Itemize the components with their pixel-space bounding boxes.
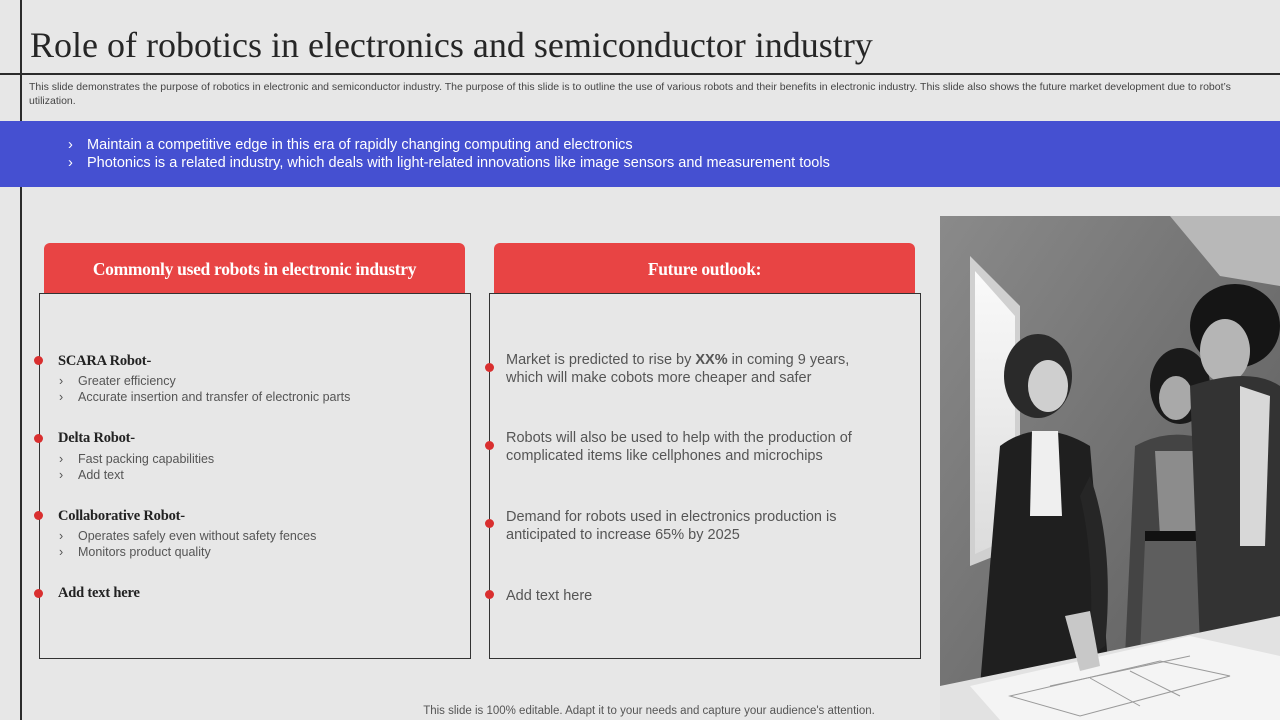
robot-item-point: › Add text	[59, 468, 124, 482]
robots-card-heading: Commonly used robots in electronic industry	[44, 243, 465, 293]
bullet-dot-icon	[485, 441, 494, 450]
robot-item-point: › Operates safely even without safety fences	[59, 529, 317, 543]
banner-bullet-text: Photonics is a related industry, which deals with light-related innovations like image sensors and measurement tools	[87, 155, 830, 171]
robot-item-point: › Monitors product quality	[59, 545, 211, 559]
slide-footer-note: This slide is 100% editable. Adapt it to your needs and capture your audience's attention.	[423, 705, 875, 717]
banner-bullet	[68, 136, 1280, 154]
slide-description: This slide demonstrates the purpose of robotics in electronic and semiconductor industry. The purpose of this slide is to outline the use of various robots and their benefits in electronic industry. This slide also shows the future market development due to robot’s utilization.	[29, 81, 1231, 107]
bullet-dot-icon	[34, 511, 43, 520]
robot-item-point: › Accurate insertion and transfer of electronic parts	[59, 390, 351, 404]
team-reviewing-blueprint-photo	[940, 216, 1280, 720]
outlook-item: Market is predicted to rise by XX% in coming 9 years, which will make cobots more cheaper and safer	[506, 352, 850, 386]
bullet-dot-icon	[34, 434, 43, 443]
banner-bullet	[68, 154, 1280, 172]
chevron-right-icon: ›	[68, 137, 73, 153]
robot-item-title: SCARA Robot-	[58, 353, 152, 369]
robot-item-point: › Greater efficiency	[59, 374, 176, 388]
left-vertical-rule	[20, 0, 22, 720]
bullet-dot-icon	[485, 519, 494, 528]
banner-bullet-text: Maintain a competitive edge in this era of rapidly changing computing and electronics	[87, 137, 633, 153]
robot-item-title: Add text here	[58, 585, 140, 601]
chevron-right-icon: ›	[68, 155, 73, 171]
title-underline-rule	[0, 73, 1280, 75]
robot-item-title: Delta Robot-	[58, 430, 135, 446]
outlook-item: Robots will also be used to help with the production of complicated items like cellphones and microchips	[506, 430, 852, 464]
outlook-item: Add text here	[506, 588, 593, 604]
slide-title: Role of robotics in electronics and semiconductor industry	[30, 25, 873, 65]
bullet-dot-icon	[34, 589, 43, 598]
chevron-right-icon: ›	[59, 374, 64, 388]
chevron-right-icon: ›	[59, 529, 64, 543]
chevron-right-icon: ›	[59, 545, 64, 559]
robot-item-point: › Fast packing capabilities	[59, 452, 215, 466]
highlight-banner	[0, 121, 1280, 187]
bullet-dot-icon	[485, 363, 494, 372]
outlook-highlight: XX%	[695, 352, 728, 368]
chevron-right-icon: ›	[59, 390, 64, 404]
bullet-dot-icon	[485, 590, 494, 599]
future-outlook-heading: Future outlook:	[494, 243, 915, 293]
bullet-dot-icon	[34, 356, 43, 365]
robot-item-title: Collaborative Robot-	[58, 508, 185, 524]
chevron-right-icon: ›	[59, 452, 64, 466]
chevron-right-icon: ›	[59, 468, 64, 482]
outlook-item: Demand for robots used in electronics production is anticipated to increase 65% by 2025	[506, 509, 837, 543]
